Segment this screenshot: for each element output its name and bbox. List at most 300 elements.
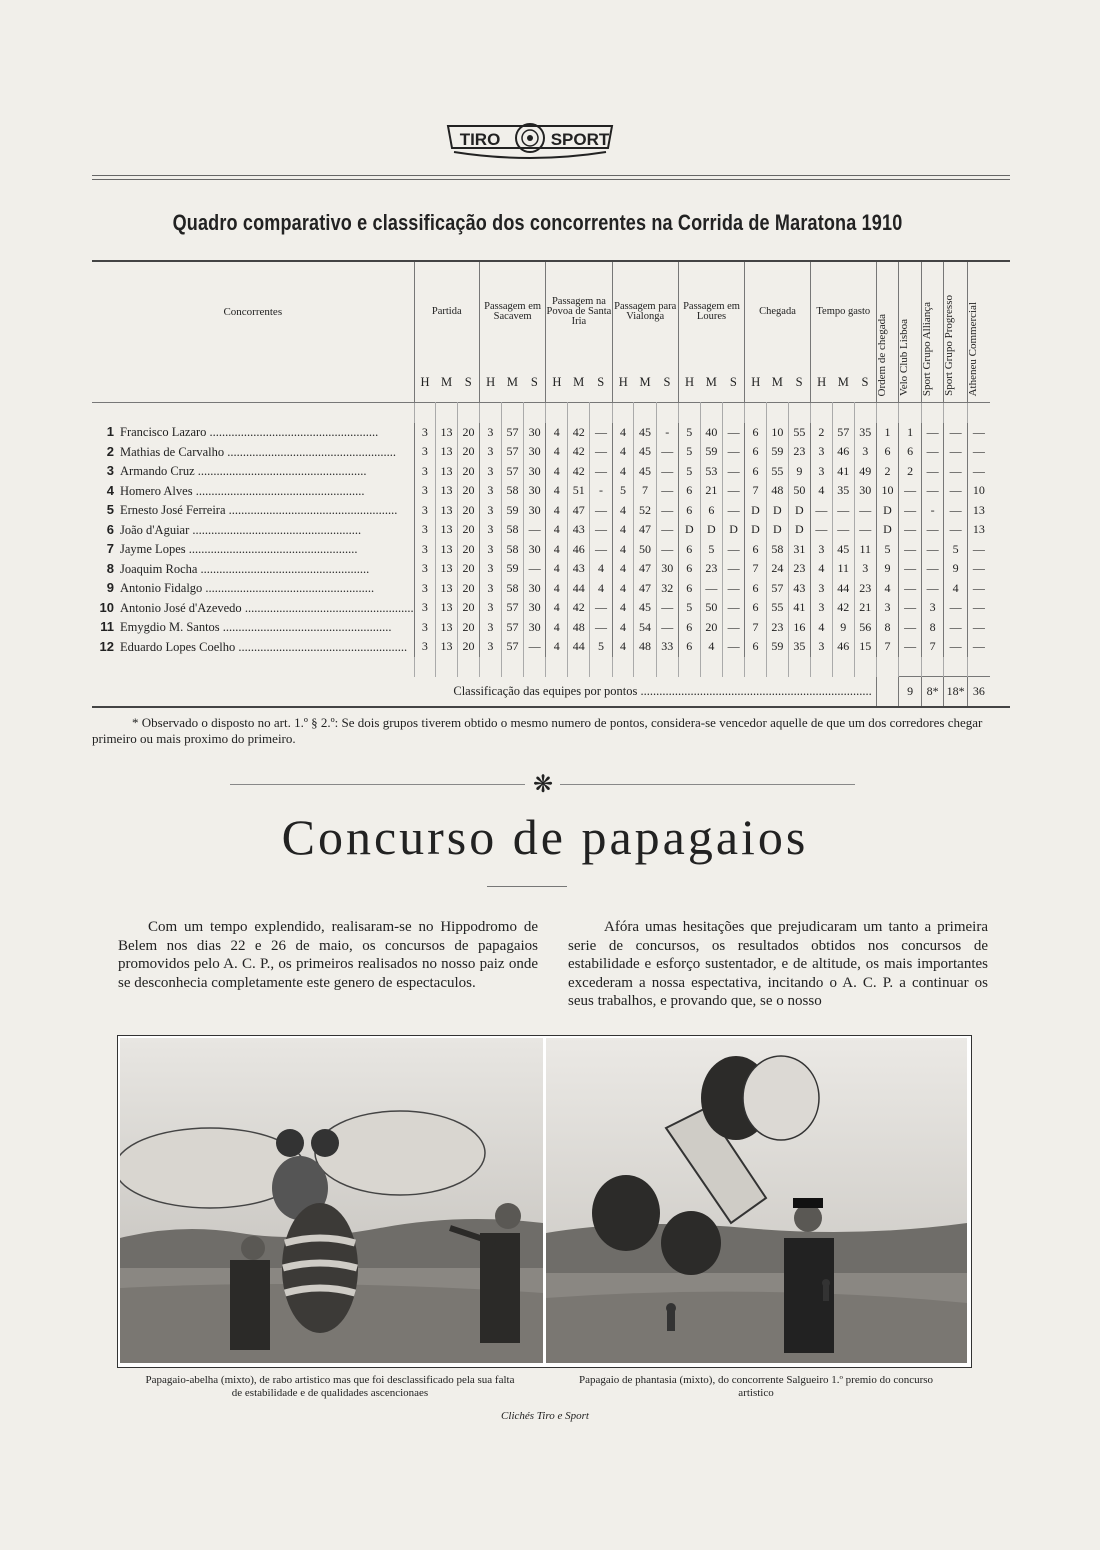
table-row <box>92 520 990 540</box>
time-cell: 3 <box>414 481 436 501</box>
time-cell: 4 <box>612 462 634 482</box>
club-points-cell: — <box>944 637 967 657</box>
time-cell: 20 <box>458 598 480 618</box>
header-hms-0-1: M <box>440 374 453 389</box>
time-cell: 3 <box>414 579 436 599</box>
header-hms-3-0: H <box>612 362 634 403</box>
time-cell: 13 <box>436 462 458 482</box>
leader-dots: ...................................................... <box>206 425 379 440</box>
club-points-cell: — <box>899 559 922 579</box>
time-cell: 23 <box>788 442 810 462</box>
club-points-cell: 9 <box>944 559 967 579</box>
time-cell: 13 <box>436 598 458 618</box>
time-cell: 4 <box>810 481 832 501</box>
header-partida: Partida <box>414 262 479 362</box>
time-cell: 5 <box>678 598 700 618</box>
time-cell: 57 <box>501 462 523 482</box>
time-cell: 3 <box>810 462 832 482</box>
time-cell: 56 <box>854 618 876 638</box>
club-points-cell: — <box>967 462 990 482</box>
time-cell: 42 <box>832 598 854 618</box>
time-cell: 20 <box>458 442 480 462</box>
club-points-cell: — <box>967 598 990 618</box>
time-cell: 21 <box>700 481 722 501</box>
time-cell: 30 <box>524 579 546 599</box>
time-cell: 5 <box>612 481 634 501</box>
club-points-cell: — <box>921 579 944 599</box>
club-points-cell: — <box>944 618 967 638</box>
time-cell: 6 <box>700 501 722 521</box>
time-cell: — <box>722 579 744 599</box>
time-cell: 6 <box>745 462 767 482</box>
ornament-rule-right <box>560 784 855 785</box>
header-club-alliance: Sport Grupo Alliança <box>921 262 944 403</box>
club-points-cell: 10 <box>967 481 990 501</box>
time-cell: 4 <box>612 442 634 462</box>
results-table <box>92 262 990 707</box>
club-points-cell: — <box>967 579 990 599</box>
time-cell: 51 <box>568 481 590 501</box>
time-cell: 45 <box>634 462 656 482</box>
time-cell: — <box>722 540 744 560</box>
time-cell: 44 <box>568 579 590 599</box>
competitor-number: 9 <box>106 580 114 596</box>
header-hms-5-0: H <box>745 362 767 403</box>
time-cell: 58 <box>766 540 788 560</box>
time-cell: — <box>656 520 678 540</box>
club-points-cell: — <box>967 559 990 579</box>
time-cell: 57 <box>501 598 523 618</box>
club-points-cell: — <box>921 520 944 540</box>
time-cell: 30 <box>854 481 876 501</box>
header-hms-2-0: H <box>546 362 568 403</box>
time-cell: 5 <box>678 442 700 462</box>
time-cell: 33 <box>656 637 678 657</box>
header-club-atheneu: Atheneu Commercial <box>967 262 990 403</box>
article-column-2: Afóra umas hesitações que prejudicaram um tanto a primeira serie de concursos, os resultados obtidos nos concursos de estabilidade e esforço sustentador, e de altitude, os mais importantes excederam a nossa espectativa, incitando o A. C. P. a continuar os seus trabalhos, e provando que, se o nosso <box>568 919 988 1009</box>
time-cell: 48 <box>766 481 788 501</box>
time-cell: — <box>656 598 678 618</box>
time-cell: — <box>854 520 876 540</box>
time-cell: — <box>832 520 854 540</box>
time-cell: 3 <box>414 423 436 443</box>
time-cell: 13 <box>436 579 458 599</box>
club-points-cell: — <box>899 637 922 657</box>
table-row <box>92 637 990 657</box>
header-povoa: Passagem na Povoa de Santa Iria <box>546 262 612 362</box>
time-cell: 53 <box>700 462 722 482</box>
time-cell: 30 <box>524 540 546 560</box>
header-chegada: Chegada <box>745 262 811 362</box>
leader-dots: ...................................................... <box>225 503 398 518</box>
table-row <box>92 598 990 618</box>
competitor-number: 7 <box>106 541 114 557</box>
time-cell: - <box>656 423 678 443</box>
time-cell: 4 <box>612 559 634 579</box>
table-row <box>92 481 990 501</box>
competitor-name <box>92 442 414 462</box>
ordem-cell: 4 <box>876 579 899 599</box>
time-cell: 30 <box>524 598 546 618</box>
competitor-number: 3 <box>106 463 114 479</box>
header-tempo: Tempo gasto <box>810 262 876 362</box>
time-cell: 13 <box>436 618 458 638</box>
time-cell: 3 <box>479 423 501 443</box>
competitor-name-text: Eduardo Lopes Coelho <box>120 639 236 654</box>
ordem-cell: 8 <box>876 618 899 638</box>
time-cell: 57 <box>501 442 523 462</box>
club-points-cell: — <box>921 423 944 443</box>
club-points-cell: — <box>899 598 922 618</box>
time-cell: — <box>590 423 612 443</box>
club-points-cell: 8 <box>921 618 944 638</box>
leader-dots: ...................................................... <box>197 561 370 576</box>
title-underline <box>487 886 567 887</box>
time-cell: 20 <box>458 579 480 599</box>
ornament-flower-icon: ❋ <box>533 772 554 798</box>
club-points-cell: 3 <box>921 598 944 618</box>
header-hms-2-1: M <box>573 374 585 389</box>
time-cell: 4 <box>612 540 634 560</box>
time-cell: 13 <box>436 637 458 657</box>
time-cell: — <box>810 520 832 540</box>
time-cell: — <box>590 442 612 462</box>
svg-text:SPORT: SPORT <box>550 130 610 149</box>
time-cell: 3 <box>414 618 436 638</box>
competitor-name-text: Antonio José d'Azevedo <box>120 600 242 615</box>
club-points-cell: 13 <box>967 501 990 521</box>
time-cell: 3 <box>414 598 436 618</box>
leader-dots: ...................................................... <box>185 542 358 557</box>
time-cell: 3 <box>479 481 501 501</box>
header-hms-3-1: M <box>639 374 651 389</box>
header-hms-1-2: S <box>530 374 538 389</box>
header-hms-4-0: H <box>678 362 700 403</box>
time-cell: 4 <box>612 579 634 599</box>
club-points-cell: 1 <box>899 423 922 443</box>
time-cell: D <box>745 501 767 521</box>
time-cell: - <box>590 481 612 501</box>
competitor-name-text: Mathias de Carvalho <box>120 444 225 459</box>
time-cell: 20 <box>458 540 480 560</box>
time-cell: — <box>656 442 678 462</box>
time-cell: 23 <box>700 559 722 579</box>
time-cell: 7 <box>745 618 767 638</box>
header-competitors: Concorrentes <box>223 306 283 318</box>
time-cell: 13 <box>436 501 458 521</box>
time-cell: 13 <box>436 520 458 540</box>
time-cell: 20 <box>458 423 480 443</box>
club-points-cell: — <box>944 442 967 462</box>
time-cell: 59 <box>501 559 523 579</box>
leader-dots: ...................................................... <box>219 620 392 635</box>
header-hms-2-2: S <box>597 374 605 389</box>
time-cell: 48 <box>634 637 656 657</box>
time-cell: 58 <box>501 481 523 501</box>
ordem-cell: 1 <box>876 423 899 443</box>
time-cell: — <box>722 481 744 501</box>
club-points-cell: — <box>921 481 944 501</box>
header-hms-1-1: M <box>506 374 518 389</box>
time-cell: D <box>678 520 700 540</box>
time-cell: 4 <box>612 598 634 618</box>
time-cell: 6 <box>745 423 767 443</box>
time-cell: 4 <box>546 559 568 579</box>
header-hms-5-1: M <box>771 374 783 389</box>
photo-fantasy-kite <box>546 1038 967 1363</box>
time-cell: 6 <box>745 598 767 618</box>
time-cell: 6 <box>678 618 700 638</box>
competitor-name <box>92 540 414 560</box>
time-cell: 7 <box>745 481 767 501</box>
time-cell: 13 <box>436 481 458 501</box>
time-cell: 30 <box>656 559 678 579</box>
club-points-cell: 4 <box>944 579 967 599</box>
time-cell: 40 <box>700 423 722 443</box>
time-cell: 4 <box>612 637 634 657</box>
points-atheneu: 36 <box>967 677 990 707</box>
header-hms-4-2: S <box>729 374 737 389</box>
table-row <box>92 618 990 638</box>
time-cell: 23 <box>788 559 810 579</box>
club-points-cell: — <box>899 481 922 501</box>
time-cell: — <box>590 540 612 560</box>
ordem-cell: 7 <box>876 637 899 657</box>
time-cell: 3 <box>810 637 832 657</box>
header-club-velo: Velo Club Lisboa <box>899 262 922 403</box>
ordem-cell: 3 <box>876 598 899 618</box>
header-rule <box>92 175 1010 180</box>
time-cell: 4 <box>612 618 634 638</box>
time-cell: 15 <box>854 637 876 657</box>
time-cell: 50 <box>788 481 810 501</box>
time-cell: 30 <box>524 442 546 462</box>
leader-dots: ...................................................... <box>202 581 375 596</box>
leader-dots: ...................................................... <box>194 464 367 479</box>
club-points-cell: — <box>899 501 922 521</box>
competitor-number: 8 <box>106 560 114 576</box>
time-cell: — <box>524 520 546 540</box>
time-cell: 24 <box>766 559 788 579</box>
masthead-logo <box>440 118 620 160</box>
time-cell: 4 <box>546 579 568 599</box>
competitor-name <box>92 598 414 618</box>
header-hms-3-2: S <box>663 374 671 389</box>
club-points-cell: — <box>944 501 967 521</box>
competitor-name-text: Joaquim Rocha <box>120 561 198 576</box>
time-cell: 30 <box>524 481 546 501</box>
club-points-cell: — <box>899 579 922 599</box>
competitor-name-text: Armando Cruz <box>120 464 195 479</box>
time-cell: 46 <box>568 540 590 560</box>
time-cell: — <box>810 501 832 521</box>
club-points-cell: 2 <box>899 462 922 482</box>
time-cell: 52 <box>634 501 656 521</box>
table-row <box>92 442 990 462</box>
time-cell: 3 <box>414 462 436 482</box>
competitor-name <box>92 501 414 521</box>
competitor-number: 12 <box>99 638 114 654</box>
club-points-cell: — <box>967 637 990 657</box>
time-cell: 6 <box>678 559 700 579</box>
time-cell: D <box>788 501 810 521</box>
article-title: Concurso de papagaios <box>281 809 809 865</box>
header-sacavem: Passagem em Sacavem <box>479 262 545 362</box>
time-cell: 3 <box>414 559 436 579</box>
competitor-name-text: Ernesto José Ferreira <box>120 503 226 518</box>
time-cell: 41 <box>832 462 854 482</box>
header-ordem: Ordem de chegada <box>876 262 899 403</box>
time-cell: 41 <box>788 598 810 618</box>
time-cell: 35 <box>832 481 854 501</box>
time-cell: D <box>788 520 810 540</box>
competitor-number: 1 <box>106 424 114 440</box>
competitor-number: 10 <box>99 599 114 615</box>
club-points-cell: — <box>921 442 944 462</box>
time-cell: 7 <box>634 481 656 501</box>
time-cell: 3 <box>479 442 501 462</box>
competitor-name <box>92 637 414 657</box>
time-cell: 21 <box>854 598 876 618</box>
time-cell: 30 <box>524 501 546 521</box>
competitor-number: 4 <box>106 482 114 498</box>
time-cell: — <box>656 540 678 560</box>
time-cell: 4 <box>612 501 634 521</box>
time-cell: 13 <box>436 540 458 560</box>
time-cell: 4 <box>546 598 568 618</box>
time-cell: 23 <box>854 579 876 599</box>
time-cell: 4 <box>546 520 568 540</box>
time-cell: 30 <box>524 462 546 482</box>
time-cell: 20 <box>458 462 480 482</box>
time-cell: 45 <box>832 540 854 560</box>
club-points-cell: 7 <box>921 637 944 657</box>
time-cell: 20 <box>458 481 480 501</box>
time-cell: 58 <box>501 579 523 599</box>
time-cell: 6 <box>678 540 700 560</box>
time-cell: 13 <box>436 442 458 462</box>
header-hms-6-1: M <box>837 374 849 389</box>
time-cell: 6 <box>745 442 767 462</box>
competitor-number: 11 <box>100 619 114 635</box>
time-cell: 47 <box>634 559 656 579</box>
competitor-name-text: Homero Alves <box>120 483 193 498</box>
time-cell: 3 <box>810 442 832 462</box>
time-cell: — <box>722 598 744 618</box>
club-points-cell: 13 <box>967 520 990 540</box>
time-cell: 57 <box>501 637 523 657</box>
time-cell: 55 <box>766 598 788 618</box>
time-cell: 42 <box>568 442 590 462</box>
leader-dots: ...................................................... <box>189 522 362 537</box>
club-points-cell: — <box>944 481 967 501</box>
club-points-cell: — <box>899 520 922 540</box>
points-alliance: 8* <box>921 677 944 707</box>
time-cell: 3 <box>414 520 436 540</box>
time-cell: 3 <box>479 462 501 482</box>
time-cell: — <box>524 559 546 579</box>
time-cell: 7 <box>745 559 767 579</box>
competitor-name-text: Francisco Lazaro <box>120 425 207 440</box>
time-cell: 3 <box>414 501 436 521</box>
time-cell: 6 <box>745 579 767 599</box>
time-cell: 58 <box>501 540 523 560</box>
time-cell: D <box>722 520 744 540</box>
time-cell: 57 <box>766 579 788 599</box>
competitor-name <box>92 462 414 482</box>
time-cell: 43 <box>788 579 810 599</box>
time-cell: 3 <box>854 442 876 462</box>
time-cell: 6 <box>745 540 767 560</box>
time-cell: 42 <box>568 423 590 443</box>
time-cell: 6 <box>678 501 700 521</box>
time-cell: 4 <box>590 579 612 599</box>
table-bottom-rule <box>92 706 1010 708</box>
time-cell: 3 <box>479 520 501 540</box>
time-cell: 59 <box>766 637 788 657</box>
time-cell: 30 <box>524 423 546 443</box>
club-points-cell: — <box>921 559 944 579</box>
svg-text:TIRO: TIRO <box>459 130 501 149</box>
time-cell: 54 <box>634 618 656 638</box>
table-row <box>92 423 990 443</box>
time-cell: 3 <box>854 559 876 579</box>
time-cell: 23 <box>766 618 788 638</box>
time-cell: 10 <box>766 423 788 443</box>
time-cell: 57 <box>832 423 854 443</box>
time-cell: — <box>524 637 546 657</box>
ordem-cell: 5 <box>876 540 899 560</box>
club-points-cell: 6 <box>899 442 922 462</box>
header-hms-4-1: M <box>705 374 717 389</box>
time-cell: 4 <box>700 637 722 657</box>
time-cell: 13 <box>436 559 458 579</box>
header-hms-5-2: S <box>795 374 803 389</box>
club-points-cell: — <box>967 442 990 462</box>
club-points-cell: — <box>967 540 990 560</box>
ordem-cell: D <box>876 520 899 540</box>
time-cell: D <box>766 501 788 521</box>
club-points-cell: — <box>967 423 990 443</box>
competitor-name <box>92 559 414 579</box>
table-row <box>92 462 990 482</box>
time-cell: 4 <box>546 501 568 521</box>
time-cell: 4 <box>546 618 568 638</box>
time-cell: 3 <box>479 598 501 618</box>
header-vialonga: Passagem para Vialonga <box>612 262 678 362</box>
time-cell: 50 <box>700 598 722 618</box>
time-cell: 4 <box>546 481 568 501</box>
time-cell: — <box>722 618 744 638</box>
time-cell: 42 <box>568 462 590 482</box>
ordem-cell: 2 <box>876 462 899 482</box>
time-cell: 50 <box>634 540 656 560</box>
competitor-name <box>92 579 414 599</box>
time-cell: 6 <box>678 637 700 657</box>
time-cell: 43 <box>568 559 590 579</box>
time-cell: — <box>656 481 678 501</box>
club-points-cell: — <box>899 618 922 638</box>
time-cell: — <box>722 423 744 443</box>
time-cell: — <box>590 462 612 482</box>
article-column-1: Com um tempo explendido, realisaram-se no Hippodromo de Belem nos dias 22 e 26 de maio, os concursos de papagaios promovidos pelo A. C. P., os primeiros realisados no nosso paiz onde se desconhecia completamente este genero de espectaculos. <box>118 919 538 991</box>
time-cell: 45 <box>634 598 656 618</box>
header-loures: Passagem em Loures <box>678 262 744 362</box>
time-cell: D <box>766 520 788 540</box>
time-cell: 58 <box>501 520 523 540</box>
competitor-name-text: Emygdio M. Santos <box>120 620 220 635</box>
club-points-cell: — <box>944 520 967 540</box>
